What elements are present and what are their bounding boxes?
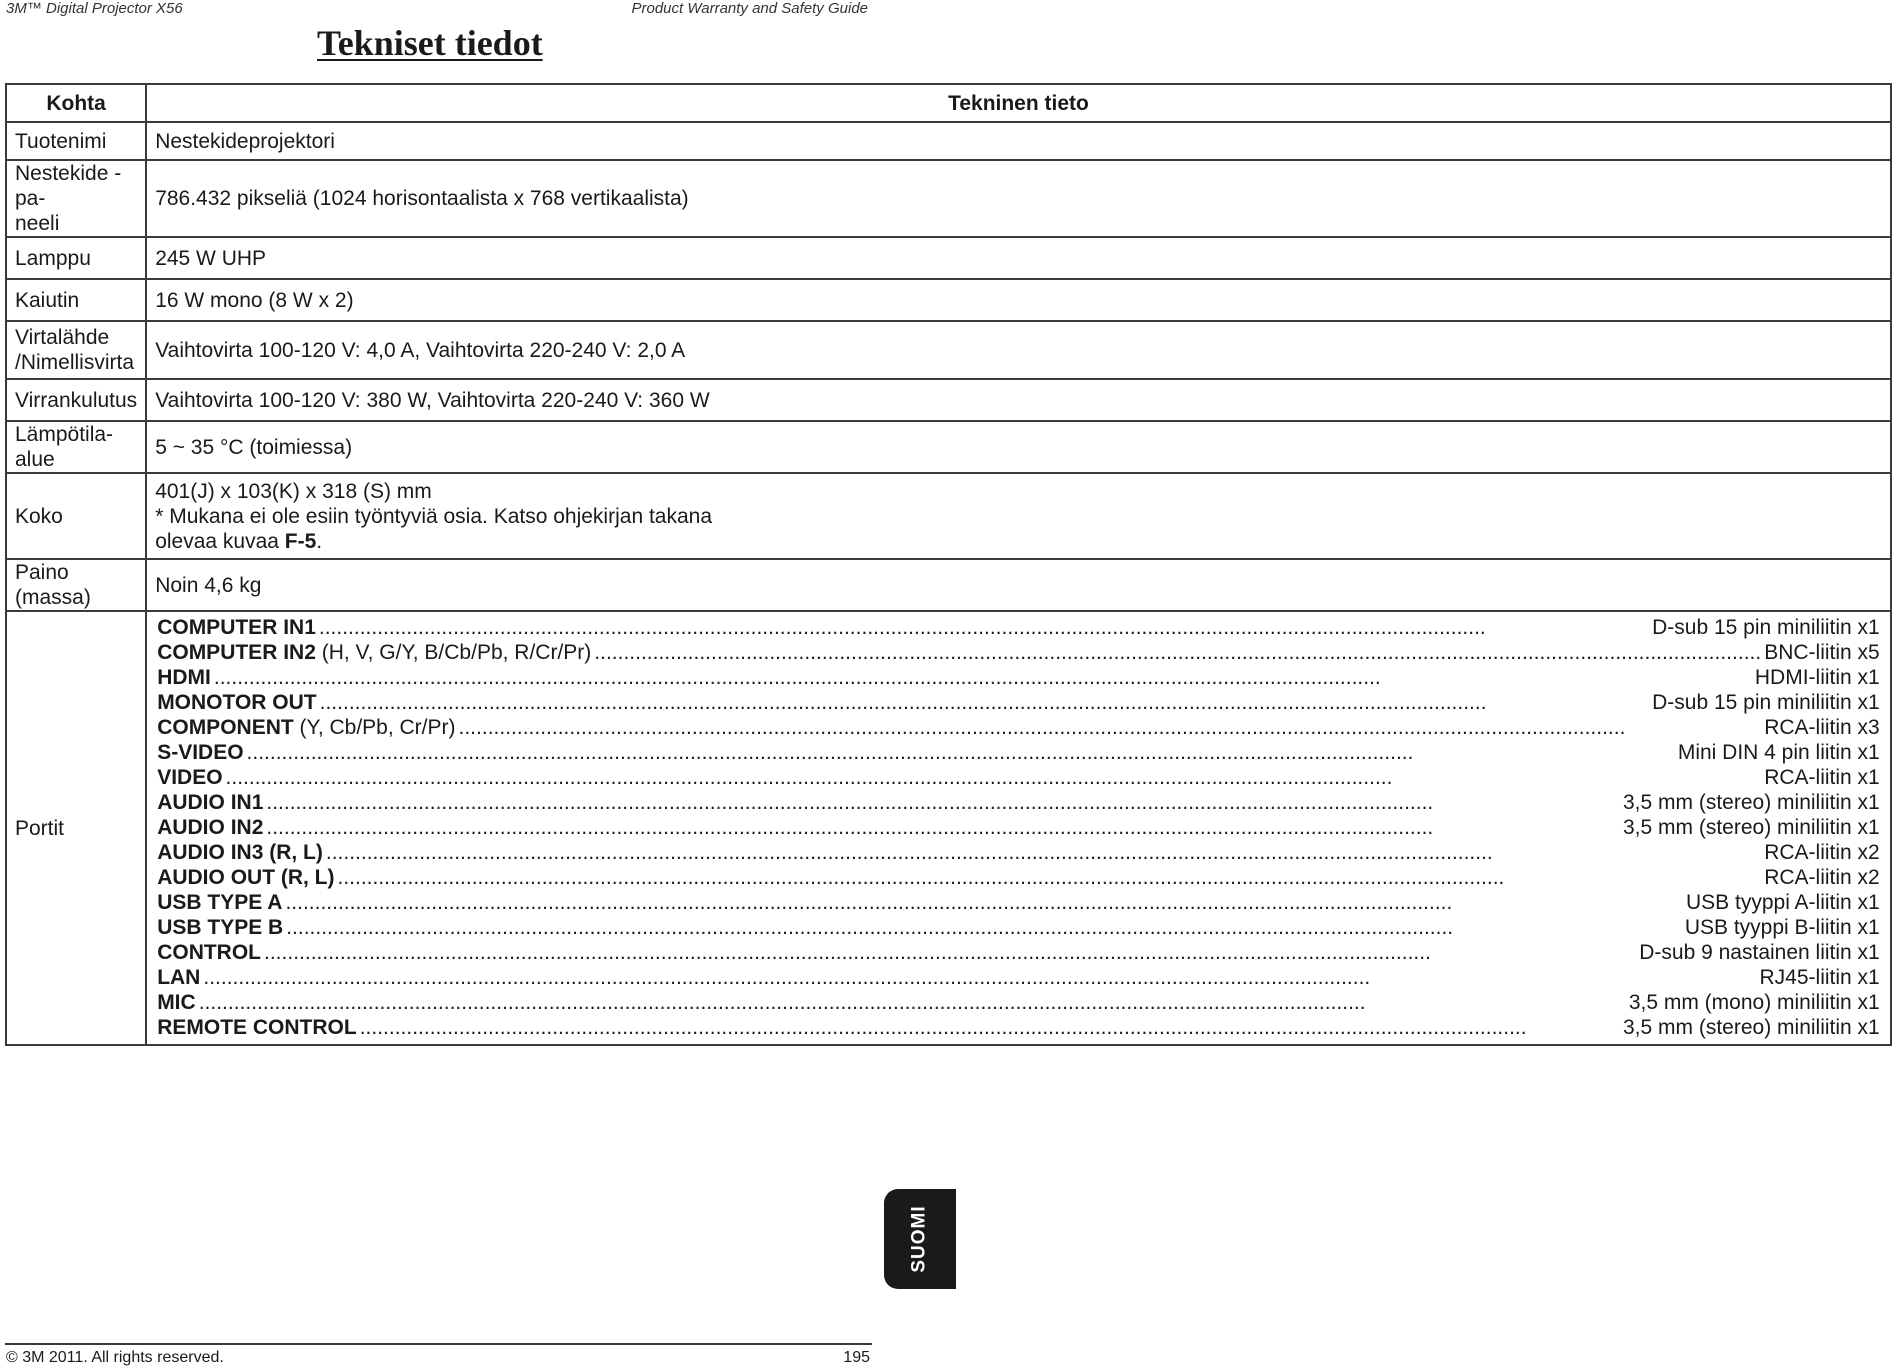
port-connector: RJ45-liitin x1 (1759, 966, 1880, 989)
leader-dots: ........................................................................................................................................................................................................ (266, 816, 1434, 839)
port-item (157, 665, 1880, 690)
port-connector: 3,5 mm (stereo) miniliitin x1 (1623, 791, 1880, 814)
row-label: Lamppu (6, 237, 146, 279)
figure-reference: F-5 (284, 529, 317, 553)
leader-dots: ........................................................................................................................................................................................................ (285, 891, 1453, 914)
port-item (157, 765, 1880, 790)
row-value: Vaihtovirta 100-120 V: 380 W, Vaihtovirta 220-240 V: 360 W (146, 379, 1891, 421)
port-connector: D-sub 15 pin miniliitin x1 (1652, 616, 1880, 639)
leader-dots: ........................................................................................................................................................................................................ (359, 1016, 1527, 1039)
table-header-row (6, 84, 1891, 122)
leader-dots: ........................................................................................................................................................................................................ (594, 641, 1762, 664)
port-item (157, 640, 1880, 665)
row-label: Koko (6, 473, 146, 559)
port-connector: D-sub 15 pin miniliitin x1 (1652, 691, 1880, 714)
port-name (157, 640, 591, 665)
port-item (157, 690, 1880, 715)
leader-dots: ........................................................................................................................................................................................................ (213, 666, 1381, 689)
leader-dots: ........................................................................................................................................................................................................ (198, 991, 1366, 1014)
table-row (6, 237, 1891, 279)
row-value: 245 W UHP (146, 237, 1891, 279)
table-row (6, 321, 1891, 379)
size-note-reference (155, 529, 1882, 554)
port-name (157, 990, 196, 1015)
port-name (157, 940, 261, 965)
port-item (157, 890, 1880, 915)
row-value: Vaihtovirta 100-120 V: 4,0 A, Vaihtovirta 220-240 V: 2,0 A (146, 321, 1891, 379)
port-name-bold: MIC (157, 991, 196, 1014)
table-row-ports (6, 611, 1891, 1045)
port-connector: RCA-liitin x2 (1764, 841, 1880, 864)
row-value-size (146, 473, 1891, 559)
port-connector: D-sub 9 nastainen liitin x1 (1639, 941, 1880, 964)
row-label: Virrankulutus (6, 379, 146, 421)
port-connector: RCA-liitin x3 (1764, 716, 1880, 739)
port-item (157, 615, 1880, 640)
port-name-bold: LAN (157, 966, 201, 989)
port-name (157, 915, 283, 940)
leader-dots: ........................................................................................................................................................................................................ (318, 616, 1486, 639)
port-name (157, 965, 200, 990)
port-name (157, 1015, 357, 1040)
port-name-detail: (H, V, G/Y, B/Cb/Pb, R/Cr/Pr) (315, 641, 592, 664)
port-connector: 3,5 mm (stereo) miniliitin x1 (1623, 816, 1880, 839)
row-label: Virtalähde /Nimellisvirta (6, 321, 146, 379)
leader-dots: ........................................................................................................................................................................................................ (203, 966, 1371, 989)
table-row-weight (6, 559, 1891, 611)
port-name-bold: USB TYPE A (157, 891, 283, 914)
port-name (157, 865, 334, 890)
port-name-bold: VIDEO (157, 766, 223, 789)
table-row (6, 122, 1891, 160)
port-name (157, 840, 323, 865)
port-name (157, 615, 316, 640)
row-label: Tuotenimi (6, 122, 146, 160)
port-name-bold: COMPUTER IN1 (157, 616, 316, 639)
port-connector: 3,5 mm (mono) miniliitin x1 (1628, 991, 1880, 1014)
leader-dots: ........................................................................................................................................................................................................ (319, 691, 1487, 714)
port-name-bold: MONOTOR OUT (157, 691, 317, 714)
footer-divider (5, 1343, 872, 1345)
size-dimensions: 401(J) x 103(K) x 318 (S) mm (155, 479, 432, 503)
port-name (157, 715, 455, 740)
port-name-bold: AUDIO IN2 (157, 816, 264, 839)
page-number: 195 (843, 1349, 870, 1366)
port-item (157, 740, 1880, 765)
port-item (157, 815, 1880, 840)
language-tab-label: SUOMI (909, 1205, 930, 1273)
leader-dots: ........................................................................................................................................................................................................ (225, 766, 1393, 789)
port-connector: HDMI-liitin x1 (1754, 666, 1880, 689)
port-name (157, 740, 243, 765)
row-value: 16 W mono (8 W x 2) (146, 279, 1891, 321)
port-item (157, 915, 1880, 940)
row-value: Noin 4,6 kg (146, 559, 1891, 611)
header-product-name: 3M™ Digital Projector X56 (6, 0, 183, 17)
port-item (157, 1015, 1880, 1040)
language-tab (884, 1189, 956, 1289)
port-name-detail: (Y, Cb/Pb, Cr/Pr) (293, 716, 456, 739)
port-connector: RCA-liitin x2 (1764, 866, 1880, 889)
port-item (157, 840, 1880, 865)
spec-table (5, 83, 1892, 1046)
port-name (157, 765, 222, 790)
header-guide-title: Product Warranty and Safety Guide (631, 0, 868, 17)
size-note-suffix: . (316, 529, 323, 553)
table-row (6, 421, 1891, 473)
table-row-size (6, 473, 1891, 559)
leader-dots: ........................................................................................................................................................................................................ (264, 941, 1431, 964)
row-label: Lämpötila-alue (6, 421, 146, 473)
table-row (6, 379, 1891, 421)
page-title: Tekniset tiedot (317, 23, 543, 63)
port-name-bold: REMOTE CONTROL (157, 1016, 357, 1039)
port-name (157, 790, 263, 815)
leader-dots: ........................................................................................................................................................................................................ (266, 791, 1434, 814)
row-value: Nestekideprojektori (146, 122, 1891, 160)
port-item (157, 715, 1880, 740)
row-label: Kaiutin (6, 279, 146, 321)
port-name-bold: USB TYPE B (157, 916, 284, 939)
column-header-spec: Tekninen tieto (146, 84, 1891, 122)
port-name-bold: AUDIO OUT (R, L) (157, 866, 335, 889)
leader-dots: ........................................................................................................................................................................................................ (286, 916, 1454, 939)
port-name-bold: CONTROL (157, 941, 262, 964)
column-header-item: Kohta (6, 84, 146, 122)
port-name-bold: S-VIDEO (157, 741, 244, 764)
port-connector: USB tyyppi A-liitin x1 (1685, 891, 1880, 914)
port-name-bold: COMPUTER IN2 (157, 641, 316, 664)
port-connector: BNC-liitin x5 (1764, 641, 1880, 664)
port-item (157, 940, 1880, 965)
port-name-bold: AUDIO IN1 (157, 791, 264, 814)
size-note-prefix: olevaa kuvaa (155, 529, 285, 553)
port-name-bold: HDMI (157, 666, 211, 689)
ports-list (146, 611, 1891, 1045)
port-connector: USB tyyppi B-liitin x1 (1684, 916, 1880, 939)
row-label: Nestekide -pa- neeli (6, 160, 146, 237)
row-value: 5 ~ 35 °C (toimiessa) (146, 421, 1891, 473)
table-row (6, 160, 1891, 237)
port-connector: RCA-liitin x1 (1764, 766, 1880, 789)
port-connector: 3,5 mm (stereo) miniliitin x1 (1623, 1016, 1880, 1039)
port-item (157, 865, 1880, 890)
port-item (157, 990, 1880, 1015)
port-item (157, 790, 1880, 815)
size-note: * Mukana ei ole esiin työntyviä osia. Katso ohjekirjan takana (155, 504, 713, 528)
port-name (157, 690, 316, 715)
footer-copyright: © 3M 2011. All rights reserved. (6, 1349, 224, 1366)
row-label: Paino (massa) (6, 559, 146, 611)
port-name-bold: COMPONENT (157, 716, 294, 739)
port-name (157, 890, 282, 915)
row-label: Portit (6, 611, 146, 1045)
leader-dots: ........................................................................................................................................................................................................ (337, 866, 1505, 889)
port-name (157, 815, 263, 840)
port-connector: Mini DIN 4 pin liitin x1 (1677, 741, 1880, 764)
table-row (6, 279, 1891, 321)
port-item (157, 965, 1880, 990)
port-name-bold: AUDIO IN3 (R, L) (157, 841, 323, 864)
leader-dots: ........................................................................................................................................................................................................ (246, 741, 1414, 764)
leader-dots: ........................................................................................................................................................................................................ (325, 841, 1493, 864)
leader-dots: ........................................................................................................................................................................................................ (458, 716, 1626, 739)
row-value: 786.432 pikseliä (1024 horisontaalista x 768 vertikaalista) (146, 160, 1891, 237)
port-name (157, 665, 211, 690)
